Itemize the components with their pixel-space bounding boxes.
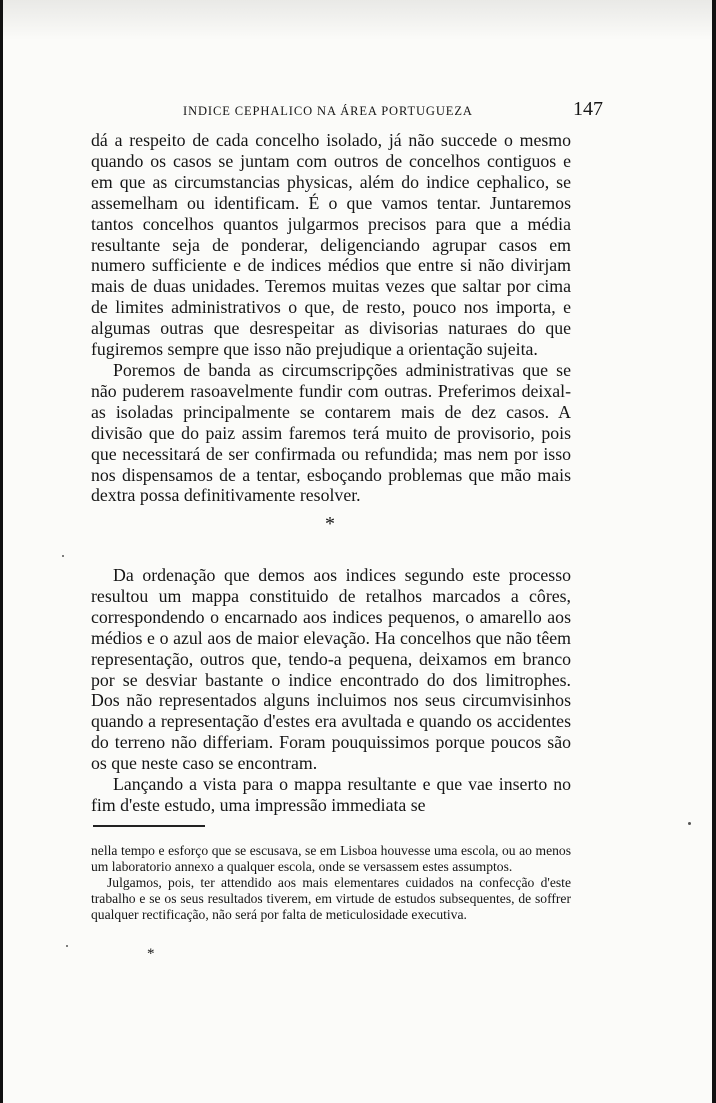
footnotes xyxy=(91,843,571,923)
body-text-upper xyxy=(91,130,571,506)
footnote-divider xyxy=(93,825,205,827)
paragraph-2: Poremos de banda as circumscripções administrativas que se não puderem rasoavelmente fundir com outras. Preferimos deixal-as isoladas principalmente se contarem mais de dez casos. A divisão que do paiz assim faremos terá muito de provisorio, pois que necessitará de ser confirmada ou refundida; mas nem por isso nos dispensamos de a tentar, esboçando problemas que mão mais dextra possa definitivamente resolver. xyxy=(91,359,571,506)
body-text-lower xyxy=(91,565,571,816)
running-title: INDICE CEPHALICO NA ÁREA PORTUGUEZA xyxy=(183,104,473,118)
paragraph-1: dá a respeito de cada concelho isolado, já não succede o mesmo quando os casos se juntam com outros de concelhos contiguos e em que as circumstancias physicas, além do indice cephalico, se assemelham ou identificam. É o que vamos tentar. Juntaremos tantos concelhos quantos julgarmos precisos para que a média resultante seja de ponderar, deligenciando agrupar casos em numero sufficiente e de indices médios que entre si não divirjam mais de duas unidades. Teremos muitas vezes que saltar por cima de limites administrativos o que, de resto, pouco nos importa, e algumas outras que desrespeitar as divisorias naturaes do que fugiremos sempre que isso não prejudique a orientação sujeita. xyxy=(91,130,571,360)
paragraph-4: Lançando a vista para o mappa resultante e que vae inserto no fim d'este estudo, uma impressão immediata se xyxy=(91,774,571,815)
footnote-1: nella tempo e esforço que se escusava, se em Lisboa houvesse uma escola, ou ao menos um laboratorio annexo a qualquer escola, onde se versassem estes assumptos. xyxy=(91,843,571,875)
paragraph-3: Da ordenação que demos aos indices segundo este processo resultou um mappa constituido de retalhos marcados a côres, correspondendo o encarnado aos indices pequenos, o amarello aos médios e o azul aos de maior elevação. Ha concelhos que não têem representação, outros que, tendo-a pequena, deixamos em branco por se desviar bastante o indice encontrado do dos limitrophes. Dos não representados alguns incluimos nos seus circumvisinhos quando a representação d'estes era avultada e quando os accidentes do terreno não differiam. Foram pouquissimos porque poucos são os que neste caso se encontram. xyxy=(91,565,571,774)
scan-speck xyxy=(688,822,691,825)
scan-border-left xyxy=(0,0,3,1103)
scan-shadow xyxy=(0,0,716,40)
footnote-2: Julgamos, pois, ter attendido aos mais elementares cuidados na confecção d'este trabalho e se os seus resultados tiverem, em virtude de estudos subsequentes, de soffrer qualquer rectificação, não será por falta de meticulosidade executiva. xyxy=(91,875,571,923)
scan-speck xyxy=(66,945,68,947)
page-number: 147 xyxy=(573,98,603,120)
running-head xyxy=(183,98,603,121)
section-asterisk: * xyxy=(325,513,335,535)
footnote-asterisk: * xyxy=(147,946,155,962)
scan-border-right xyxy=(712,0,716,1103)
scan-speck xyxy=(62,555,64,557)
